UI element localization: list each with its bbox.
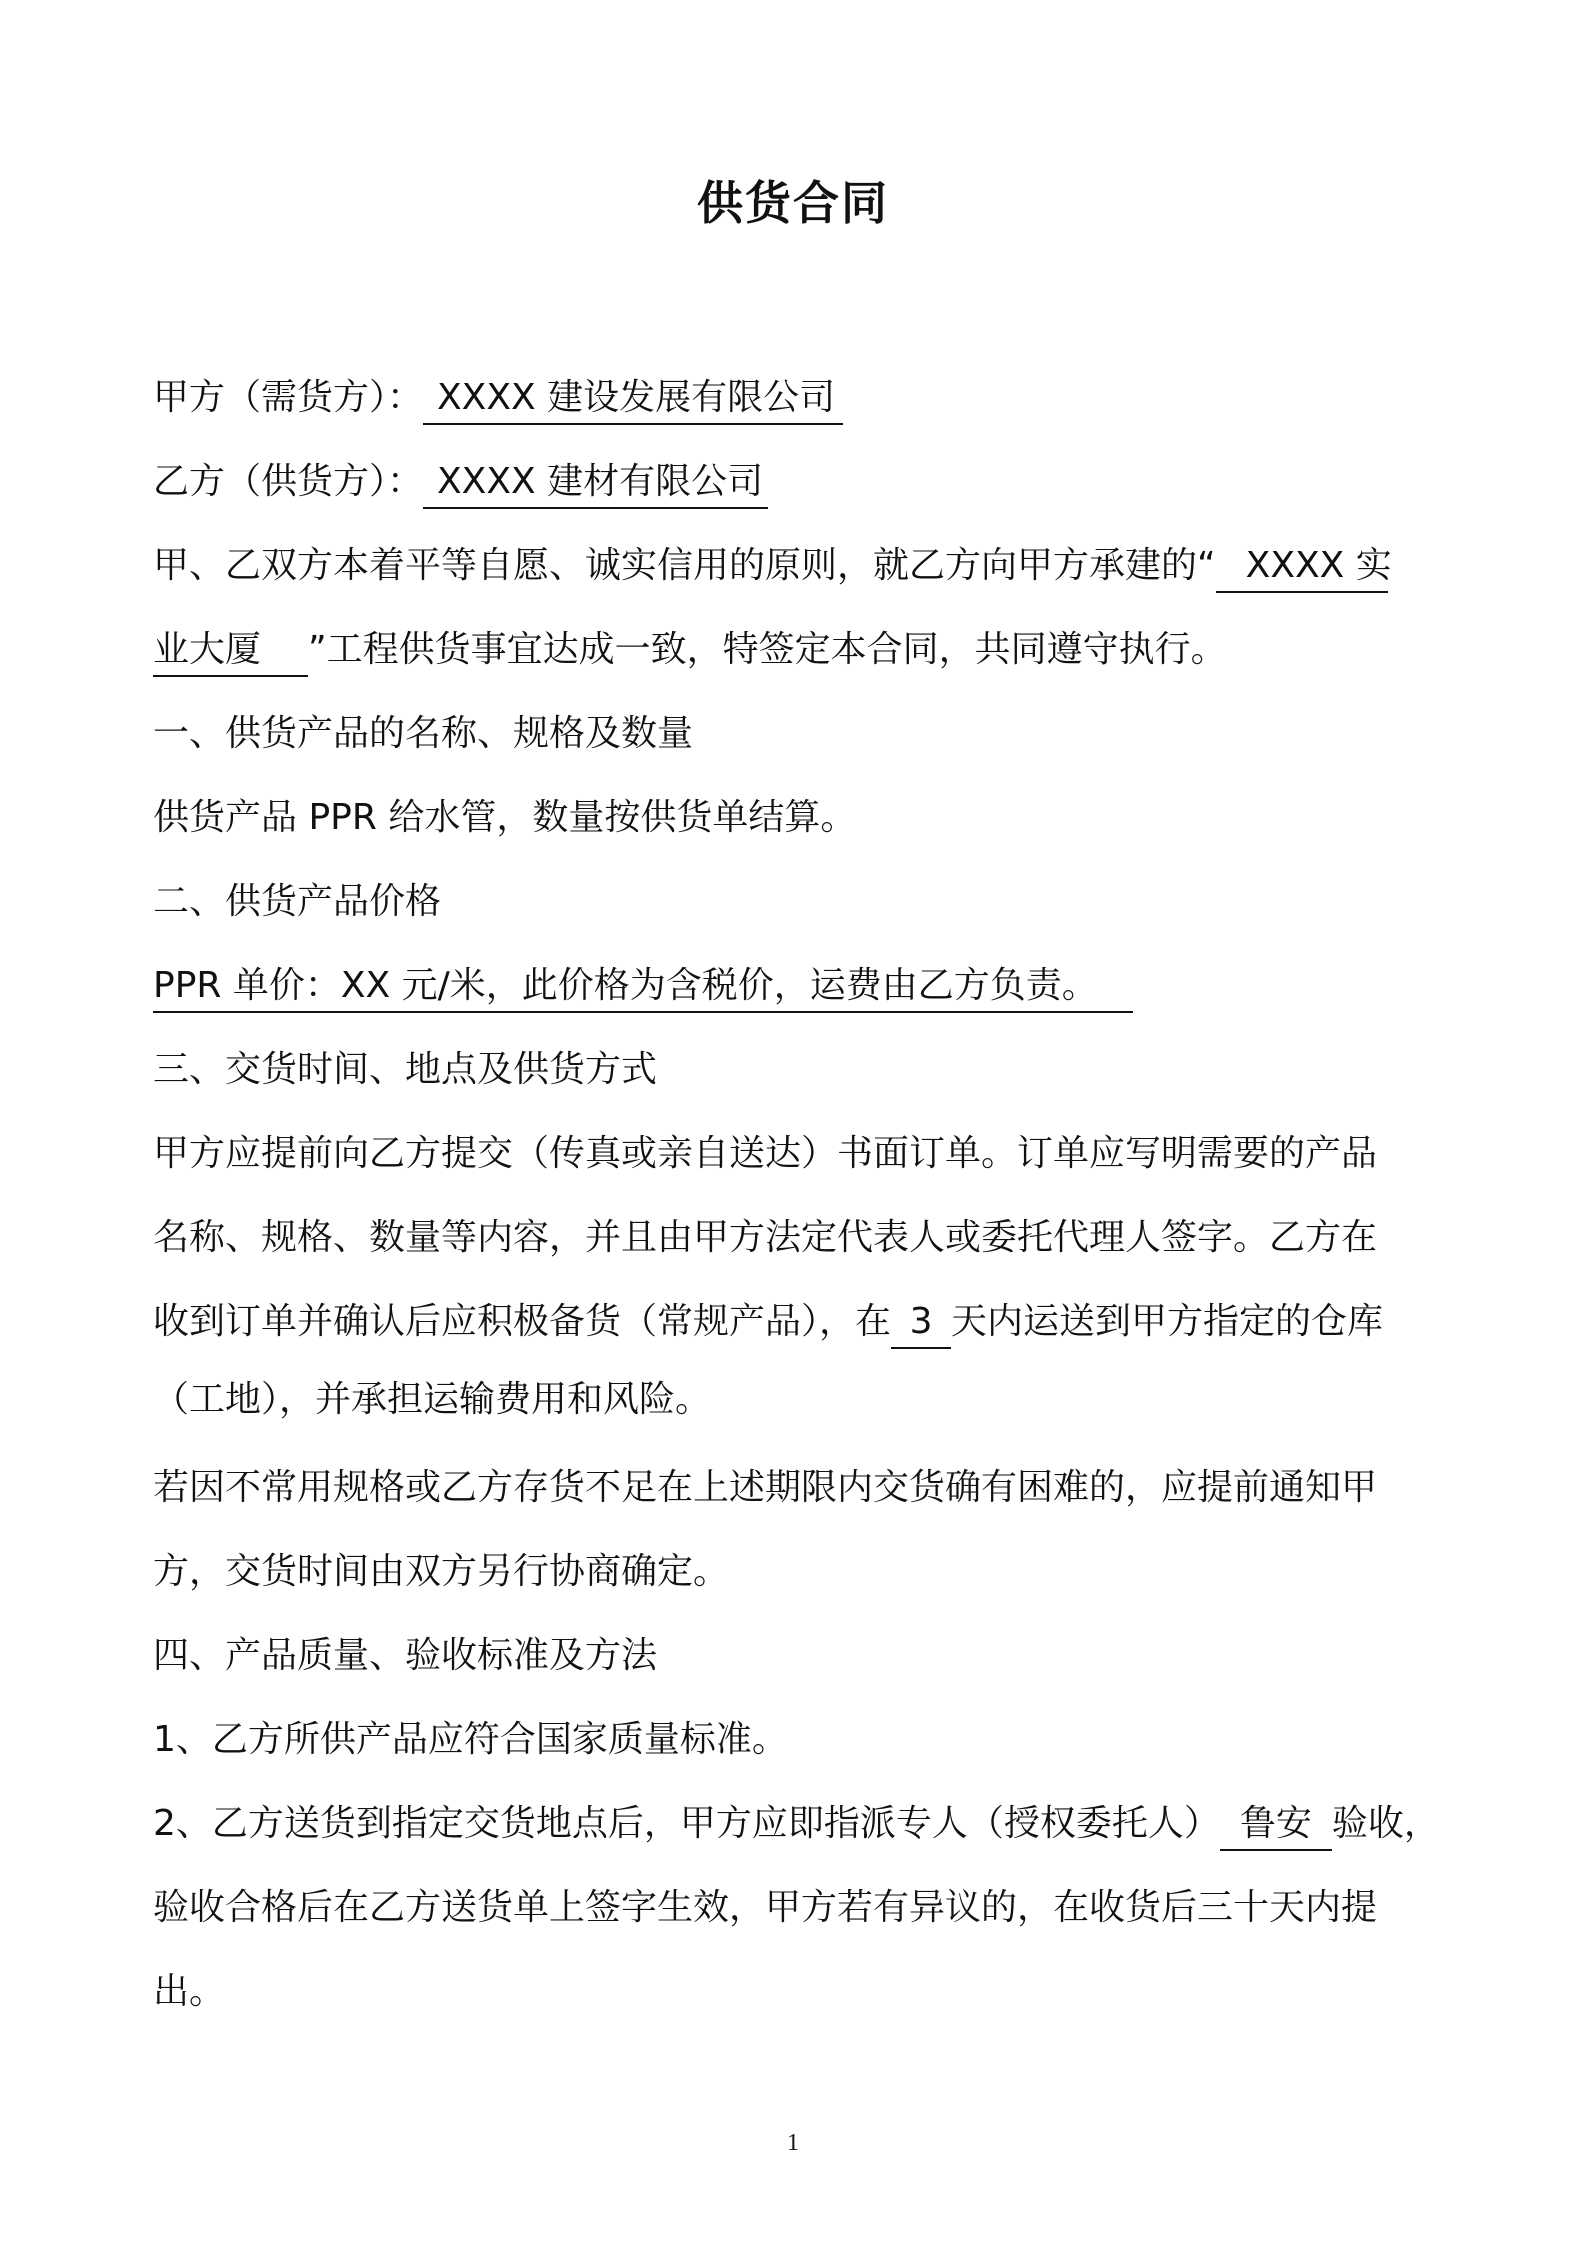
intro-suffix: ”工程供货事宜达成一致，特签定本合同，共同遵守执行。 (308, 629, 1227, 670)
delivery-suffix: 天内运送到甲方指定的仓库 (951, 1301, 1384, 1342)
section-2-body-line (153, 956, 1453, 1016)
section-1-body: 供货产品 PPR 给水管，数量按供货单结算。 (153, 797, 857, 838)
delivery-days: 3 (891, 1297, 951, 1349)
section-3-p1-line4: （工地），并承担运输费用和风险。 (153, 1379, 712, 1420)
section-3-p1-line3 (153, 1292, 1453, 1352)
page-number: 1 (787, 2130, 799, 2156)
section-1-heading: 一、供货产品的名称、规格及数量 (153, 713, 694, 754)
intro-prefix: 甲、乙双方本着平等自愿、诚实信用的原则，就乙方向甲方承建的“ (153, 545, 1216, 586)
section-4-item1: 1、乙方所供产品应符合国家质量标准。 (153, 1719, 788, 1760)
project-name-part1: XXXX 实 (1216, 541, 1388, 593)
section-4-heading: 四、产品质量、验收标准及方法 (153, 1635, 658, 1676)
party-a-value: XXXX 建设发展有限公司 (423, 373, 843, 425)
document-title: 供货合同 (697, 176, 889, 230)
item2-suffix: 验收， (1331, 1803, 1440, 1844)
intro-line-2 (153, 620, 1453, 680)
party-b-label: 乙方（供货方）： (153, 461, 424, 502)
party-a-label: 甲方（需货方）： (153, 377, 424, 418)
section-3-p1-line2: 名称、规格、数量等内容，并且由甲方法定代表人或委托代理人签字。乙方在 (153, 1217, 1378, 1258)
section-3-heading: 三、交货时间、地点及供货方式 (153, 1049, 658, 1090)
section-3-p2-line1: 若因不常用规格或乙方存货不足在上述期限内交货确有困难的，应提前通知甲 (153, 1467, 1378, 1508)
party-b-line (153, 452, 1453, 512)
section-4-item2-line2: 验收合格后在乙方送货单上签字生效，甲方若有异议的，在收货后三十天内提 (153, 1887, 1378, 1928)
section-3-p2-line2: 方，交货时间由双方另行协商确定。 (153, 1551, 730, 1592)
section-4-item2-line3: 出。 (153, 1971, 226, 2012)
section-2-body: PPR 单价：XX 元/米，此价格为含税价，运费由乙方负责。 (153, 961, 1133, 1013)
section-4-item2-line1 (153, 1794, 1453, 1854)
intro-line-1 (153, 536, 1453, 596)
section-2-heading: 二、供货产品价格 (153, 881, 442, 922)
party-a-line (153, 368, 1453, 428)
section-3-p1-line1: 甲方应提前向乙方提交（传真或亲自送达）书面订单。订单应写明需要的产品 (153, 1133, 1378, 1174)
delivery-prefix: 收到订单并确认后应积极备货（常规产品），在 (153, 1301, 892, 1342)
item2-prefix: 2、乙方送货到指定交货地点后，甲方应即指派专人（授权委托人） (153, 1803, 1220, 1844)
party-b-value: XXXX 建材有限公司 (423, 457, 768, 509)
inspector-name: 鲁安 (1220, 1799, 1332, 1851)
project-name-part2: 业大厦 (153, 625, 308, 677)
